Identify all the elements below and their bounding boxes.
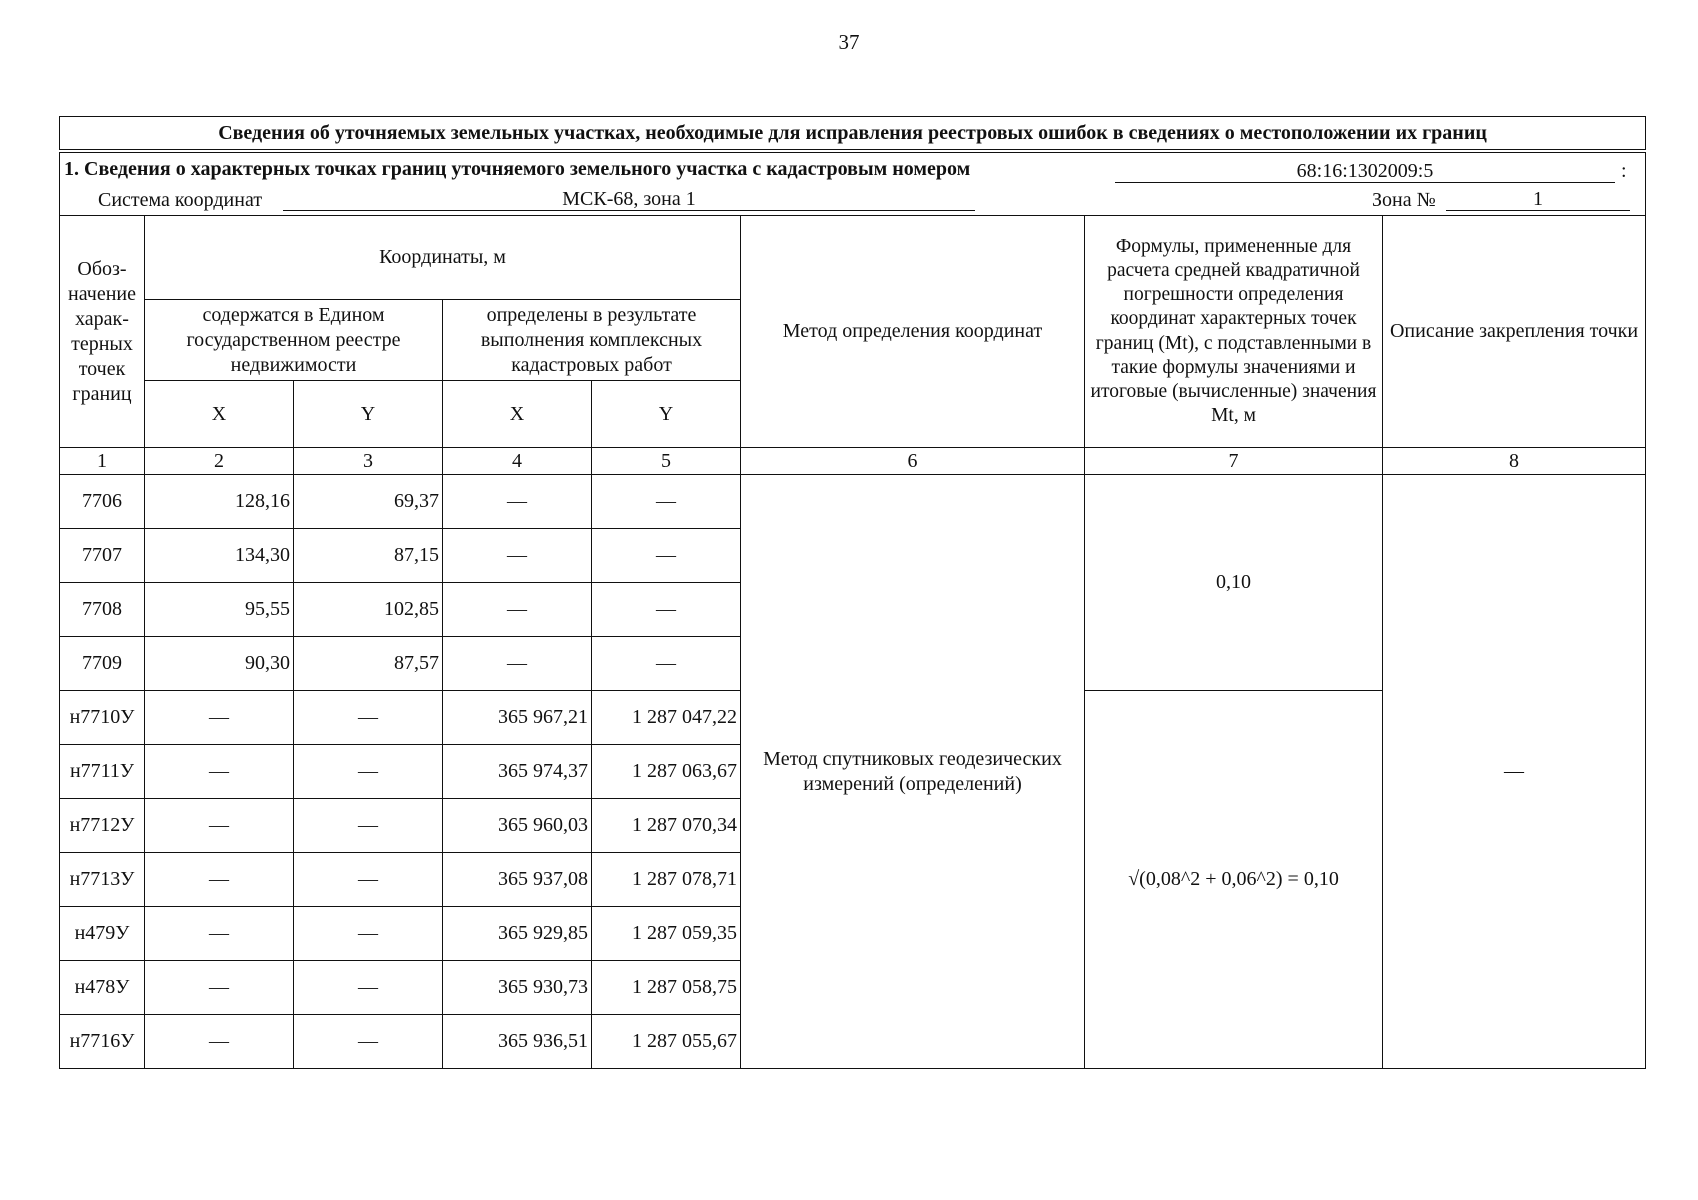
x-kkr-value: 365 974,37: [443, 745, 592, 799]
point-id: 7707: [60, 529, 145, 583]
y-egrn-value: 69,37: [294, 475, 443, 529]
y-egrn-value: —: [294, 745, 443, 799]
x-kkr-value: 365 960,03: [443, 799, 592, 853]
y-egrn-value: 102,85: [294, 583, 443, 637]
point-id: 7708: [60, 583, 145, 637]
x-egrn-value: —: [145, 907, 294, 961]
table-row: [60, 475, 1646, 529]
x-kkr-value: —: [443, 475, 592, 529]
y-kkr-value: —: [592, 637, 741, 691]
header-coordinates: Координаты, м: [145, 216, 741, 300]
column-number: 5: [592, 448, 741, 475]
column-number: 3: [294, 448, 443, 475]
header-formulas: Формулы, примененные для расчета средней квадратичной погрешности определения координат характерных точек границ (Mt), с подставленными в такие формулы значениями и итоговые (вычисленные) значения Mt, м: [1085, 216, 1383, 448]
x-kkr-value: 365 937,08: [443, 853, 592, 907]
y-egrn-value: —: [294, 853, 443, 907]
point-id: н479У: [60, 907, 145, 961]
section-info: [60, 151, 1646, 216]
header-method: Метод определения координат: [741, 216, 1085, 448]
y-kkr-value: 1 287 070,34: [592, 799, 741, 853]
coord-system-value: МСК-68, зона 1: [283, 187, 975, 211]
column-number: 2: [145, 448, 294, 475]
x-egrn-value: —: [145, 853, 294, 907]
point-id: 7706: [60, 475, 145, 529]
coord-system-label: Система координат: [98, 189, 263, 211]
zone-value: 1: [1446, 187, 1630, 211]
header-y-egrn: Y: [294, 381, 443, 448]
y-egrn-value: —: [294, 907, 443, 961]
document-sheet: [59, 116, 1645, 1069]
y-kkr-value: —: [592, 583, 741, 637]
y-kkr-value: 1 287 047,22: [592, 691, 741, 745]
column-number: 6: [741, 448, 1085, 475]
description-value: —: [1383, 475, 1646, 1069]
y-egrn-value: —: [294, 1015, 443, 1069]
point-id: н7716У: [60, 1015, 145, 1069]
column-number: 7: [1085, 448, 1383, 475]
x-egrn-value: —: [145, 961, 294, 1015]
formula-top-value: 0,10: [1085, 475, 1383, 691]
x-egrn-value: —: [145, 799, 294, 853]
x-kkr-value: —: [443, 637, 592, 691]
y-kkr-value: 1 287 058,75: [592, 961, 741, 1015]
x-egrn-value: 90,30: [145, 637, 294, 691]
x-egrn-value: 95,55: [145, 583, 294, 637]
boundary-points-table: [59, 116, 1646, 1069]
y-kkr-value: —: [592, 529, 741, 583]
y-kkr-value: 1 287 059,35: [592, 907, 741, 961]
cadastral-colon: :: [1621, 160, 1627, 182]
point-id: 7709: [60, 637, 145, 691]
header-x-kkr: X: [443, 381, 592, 448]
x-kkr-value: —: [443, 529, 592, 583]
point-id: н478У: [60, 961, 145, 1015]
zone-label: Зона №: [1372, 189, 1436, 211]
header-kkr: определены в результате выполнения комплексных кадастровых работ: [443, 300, 741, 381]
column-number: 4: [443, 448, 592, 475]
y-kkr-value: —: [592, 475, 741, 529]
y-egrn-value: —: [294, 961, 443, 1015]
y-kkr-value: 1 287 055,67: [592, 1015, 741, 1069]
method-value: Метод спутниковых геодезических измерений (определений): [741, 475, 1085, 1069]
point-id: н7713У: [60, 853, 145, 907]
x-egrn-value: 134,30: [145, 529, 294, 583]
x-kkr-value: 365 967,21: [443, 691, 592, 745]
point-id: н7710У: [60, 691, 145, 745]
formula-bottom-value: √(0,08^2 + 0,06^2) = 0,10: [1085, 691, 1383, 1069]
x-kkr-value: 365 936,51: [443, 1015, 592, 1069]
header-egrn: содержатся в Едином государственном реестре недвижимости: [145, 300, 443, 381]
x-egrn-value: 128,16: [145, 475, 294, 529]
x-egrn-value: —: [145, 691, 294, 745]
header-y-kkr: Y: [592, 381, 741, 448]
x-kkr-value: —: [443, 583, 592, 637]
document-title: Сведения об уточняемых земельных участках, необходимые для исправления реестровых ошибок в сведениях о местоположении их границ: [60, 117, 1646, 152]
point-id: н7712У: [60, 799, 145, 853]
y-kkr-value: 1 287 078,71: [592, 853, 741, 907]
x-egrn-value: —: [145, 745, 294, 799]
column-number: 1: [60, 448, 145, 475]
header-x-egrn: X: [145, 381, 294, 448]
cadastral-number: 68:16:1302009:5: [1115, 159, 1615, 183]
y-egrn-value: 87,15: [294, 529, 443, 583]
page-number: 37: [838, 30, 860, 54]
y-egrn-value: —: [294, 799, 443, 853]
section-heading: 1. Сведения о характерных точках границ уточняемого земельного участка с кадастровым номером: [64, 158, 971, 180]
header-description: Описание закрепления точки: [1383, 216, 1646, 448]
y-egrn-value: 87,57: [294, 637, 443, 691]
x-kkr-value: 365 930,73: [443, 961, 592, 1015]
header-point-designation: Обоз-начение харак-терных точек границ: [60, 216, 145, 448]
point-id: н7711У: [60, 745, 145, 799]
column-number: 8: [1383, 448, 1646, 475]
x-kkr-value: 365 929,85: [443, 907, 592, 961]
y-kkr-value: 1 287 063,67: [592, 745, 741, 799]
x-egrn-value: —: [145, 1015, 294, 1069]
y-egrn-value: —: [294, 691, 443, 745]
